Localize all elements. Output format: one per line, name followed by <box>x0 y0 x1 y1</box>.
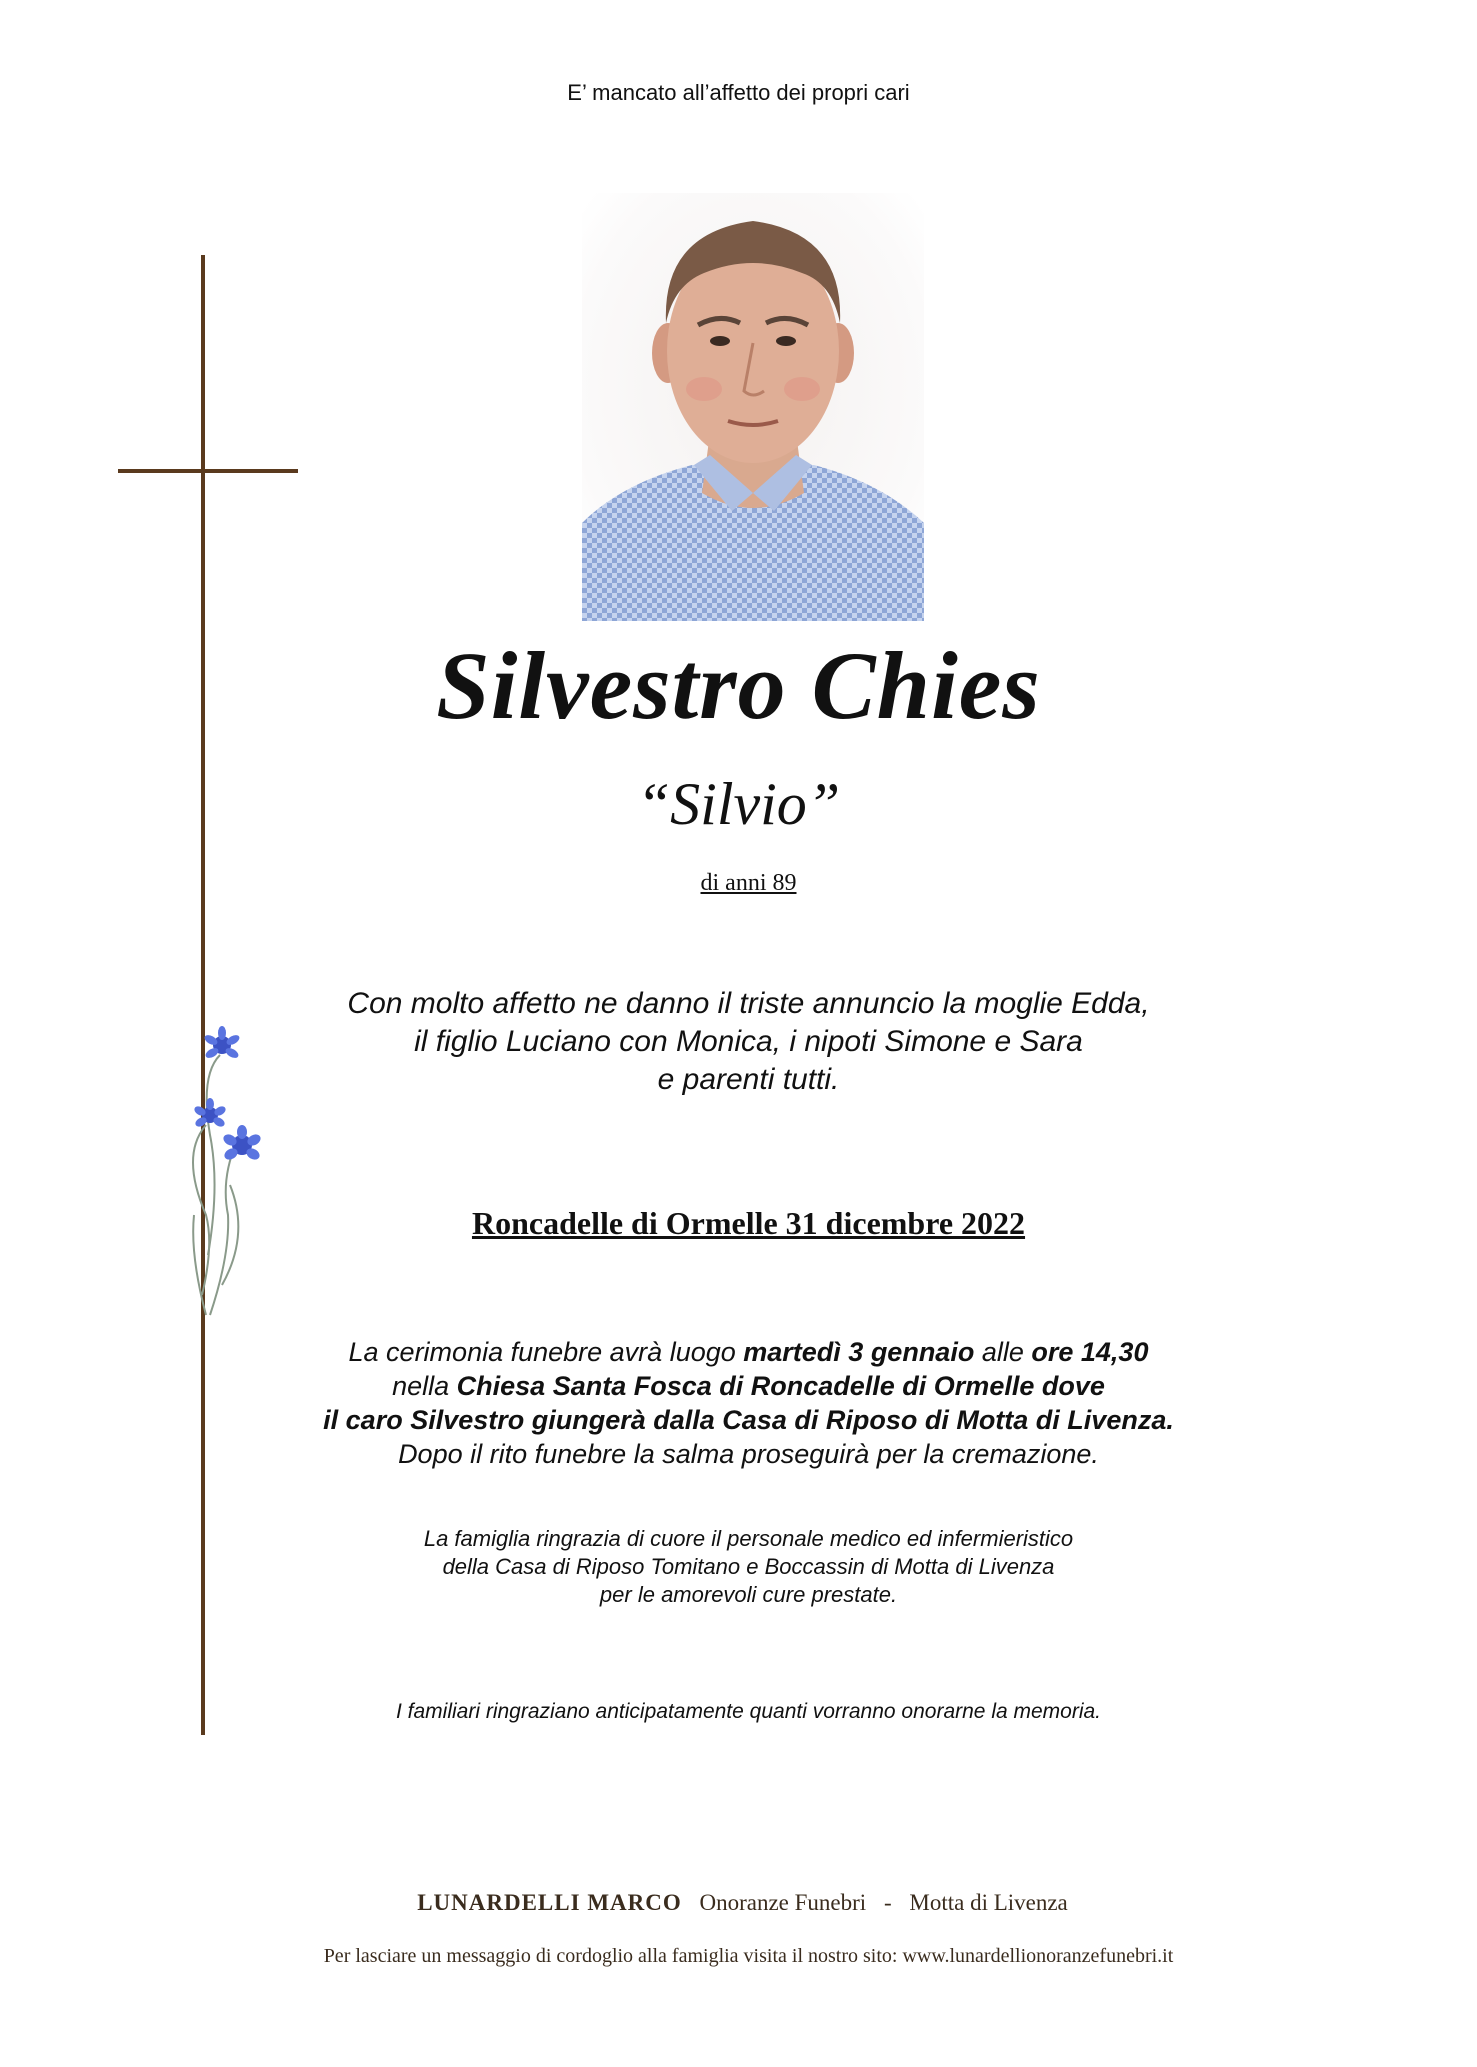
cross-vertical-bar <box>201 255 205 1735</box>
condolence-message: Per lasciare un messaggio di cordoglio alla famiglia visita il nostro sito: www.lunardellionoranzefunebri.it <box>323 1945 1174 1967</box>
cornflower-icon <box>203 1026 241 1060</box>
funeral-home-name: LUNARDELLI MARCO <box>417 1890 682 1915</box>
thanks-all: I familiari ringraziano anticipatamente quanti vorranno onorarne la memoria. <box>395 1700 1102 1723</box>
thanks-staff-line: della Casa di Riposo Tomitano e Boccassin di Motta di Livenza <box>442 1554 1055 1579</box>
thanks-staff-line: per le amorevoli cure prestate. <box>599 1582 898 1607</box>
deceased-nickname: “Silvio” <box>636 771 841 837</box>
funeral-home-town: Motta di Livenza <box>909 1890 1068 1915</box>
announcement-line: il figlio Luciano con Monica, i nipoti Simone e Sara <box>414 1025 1083 1058</box>
deceased-age: di anni 89 <box>700 870 797 896</box>
intro-text: E’ mancato all’affetto dei propri cari <box>567 80 910 105</box>
ceremony-arrival: il caro Silvestro giungerà dalla Casa di Riposo di Motta di Livenza. <box>323 1405 1174 1435</box>
portrait-photo <box>582 193 924 621</box>
funeral-home-info <box>0 1890 1477 1916</box>
place-date: Roncadelle di Ormelle 31 dicembre 2022 <box>471 1205 1026 1241</box>
ceremony-text: alle <box>974 1337 1032 1367</box>
funeral-home-service: Onoranze Funebri <box>699 1890 867 1915</box>
ceremony-church: Chiesa Santa Fosca di Roncadelle di Ormelle dove <box>456 1371 1105 1401</box>
ceremony-text: nella <box>392 1371 457 1401</box>
deceased-name: Silvestro Chies <box>436 632 1041 739</box>
ceremony-time: ore 14,30 <box>1031 1337 1149 1367</box>
flower-stems <box>193 1055 240 1315</box>
cornflower-icon <box>193 1098 227 1128</box>
announcement-line: e parenti tutti. <box>657 1063 840 1096</box>
cross-with-flowers <box>110 255 310 1755</box>
ceremony-day: martedì 3 gennaio <box>743 1337 975 1367</box>
announcement-line: Con molto affetto ne danno il triste annuncio la moglie Edda, <box>347 987 1150 1020</box>
thanks-staff-line: La famiglia ringrazia di cuore il personale medico ed infermieristico <box>423 1526 1074 1551</box>
cornflower-icon <box>221 1125 262 1162</box>
ceremony-line: Dopo il rito funebre la salma proseguirà per la cremazione. <box>398 1439 1099 1469</box>
ceremony-text: La cerimonia funebre avrà luogo <box>348 1337 744 1367</box>
footer-separator: - <box>883 1890 892 1915</box>
cross-horizontal-bar <box>118 469 298 473</box>
